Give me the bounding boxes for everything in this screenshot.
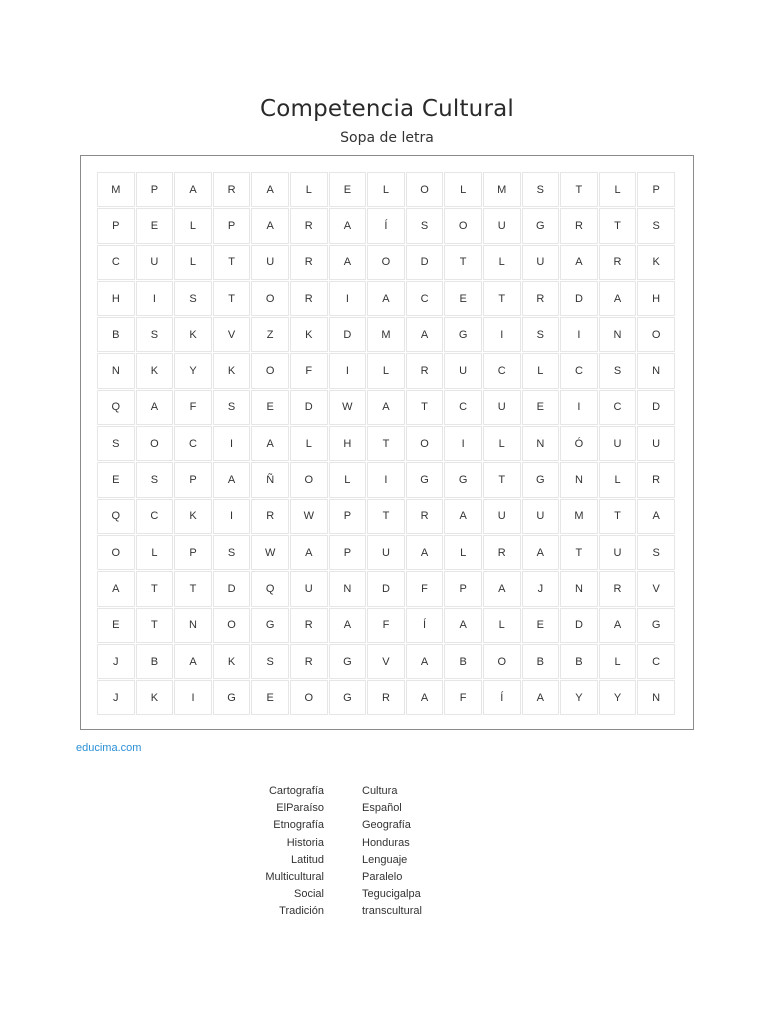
grid-cell: T [483, 281, 521, 316]
grid-cell: P [136, 172, 174, 207]
grid-cell: G [329, 644, 367, 679]
word-list-item: Etnografía [273, 819, 324, 832]
word-list-item: Geografía [362, 819, 411, 832]
grid-cell: A [329, 245, 367, 280]
word-list-item: Lenguaje [362, 853, 408, 866]
grid-cell: F [367, 608, 405, 643]
grid-cell: Z [251, 317, 289, 352]
grid-cell: M [367, 317, 405, 352]
grid-cell: P [444, 571, 482, 606]
grid-cell: R [290, 644, 328, 679]
grid-cell: O [483, 644, 521, 679]
grid-cell: U [290, 571, 328, 606]
grid-cell: S [174, 281, 212, 316]
grid-cell: E [97, 462, 135, 497]
grid-cell: A [522, 680, 560, 715]
grid-cell: A [290, 535, 328, 570]
grid-cell: G [329, 680, 367, 715]
grid-cell: U [637, 426, 675, 461]
grid-cell: O [213, 608, 251, 643]
word-list-item: transcultural [362, 905, 422, 918]
grid-cell: D [637, 390, 675, 425]
grid-cell: B [136, 644, 174, 679]
grid-cell: Í [483, 680, 521, 715]
grid-cell: L [174, 208, 212, 243]
grid-cell: A [329, 608, 367, 643]
grid-cell: B [560, 644, 598, 679]
grid-cell: G [522, 462, 560, 497]
grid-cell: F [290, 353, 328, 388]
grid-cell: I [213, 499, 251, 534]
grid-cell: Í [406, 608, 444, 643]
grid-cell: L [483, 426, 521, 461]
grid-cell: A [560, 245, 598, 280]
word-list-item: Honduras [362, 836, 410, 849]
word-list-item: Español [362, 802, 402, 815]
grid-cell: S [251, 644, 289, 679]
grid-cell: R [290, 208, 328, 243]
grid-cell: O [637, 317, 675, 352]
grid-cell: O [251, 353, 289, 388]
grid-cell: U [483, 390, 521, 425]
grid-cell: E [136, 208, 174, 243]
grid-cell: C [599, 390, 637, 425]
grid-cell: M [483, 172, 521, 207]
grid-cell: A [174, 644, 212, 679]
grid-cell: G [444, 317, 482, 352]
grid-cell: O [97, 535, 135, 570]
grid-cell: D [406, 245, 444, 280]
grid-cell: S [136, 317, 174, 352]
grid-cell: H [329, 426, 367, 461]
grid-cell: K [136, 353, 174, 388]
grid-cell: S [599, 353, 637, 388]
grid-cell: T [136, 608, 174, 643]
grid-cell: T [367, 426, 405, 461]
grid-cell: G [406, 462, 444, 497]
grid-cell: F [174, 390, 212, 425]
grid-cell: P [174, 535, 212, 570]
grid-cell: I [174, 680, 212, 715]
grid-cell: A [367, 281, 405, 316]
grid-cell: F [444, 680, 482, 715]
grid-cell: E [522, 390, 560, 425]
grid-cell: P [97, 208, 135, 243]
grid-cell: T [444, 245, 482, 280]
grid-cell: L [136, 535, 174, 570]
grid-cell: E [97, 608, 135, 643]
grid-cell: N [97, 353, 135, 388]
grid-cell: A [406, 317, 444, 352]
grid-cell: A [251, 426, 289, 461]
grid-cell: P [213, 208, 251, 243]
grid-cell: A [97, 571, 135, 606]
grid-cell: T [367, 499, 405, 534]
grid-cell: A [637, 499, 675, 534]
grid-cell: B [444, 644, 482, 679]
page-title: Competencia Cultural [259, 96, 515, 122]
grid-cell: L [174, 245, 212, 280]
grid-cell: I [483, 317, 521, 352]
grid-cell: N [522, 426, 560, 461]
grid-cell: A [174, 172, 212, 207]
grid-cell: O [290, 680, 328, 715]
grid-cell: Ñ [251, 462, 289, 497]
grid-cell: U [444, 353, 482, 388]
word-search-grid [97, 172, 676, 716]
grid-cell: E [251, 390, 289, 425]
grid-cell: D [213, 571, 251, 606]
grid-cell: D [290, 390, 328, 425]
grid-cell: T [599, 208, 637, 243]
grid-cell: O [367, 245, 405, 280]
grid-cell: Q [97, 499, 135, 534]
grid-cell: P [637, 172, 675, 207]
grid-cell: A [406, 644, 444, 679]
grid-cell: J [97, 644, 135, 679]
grid-cell: R [251, 499, 289, 534]
grid-cell: I [560, 390, 598, 425]
grid-cell: N [560, 462, 598, 497]
grid-cell: T [560, 172, 598, 207]
grid-cell: W [290, 499, 328, 534]
grid-cell: Y [599, 680, 637, 715]
grid-cell: A [599, 608, 637, 643]
grid-cell: A [406, 535, 444, 570]
grid-cell: D [367, 571, 405, 606]
grid-cell: O [406, 172, 444, 207]
grid-cell: C [560, 353, 598, 388]
grid-cell: T [406, 390, 444, 425]
grid-cell: O [251, 281, 289, 316]
grid-cell: R [483, 535, 521, 570]
grid-cell: R [560, 208, 598, 243]
word-list-item: Latitud [290, 853, 324, 866]
grid-cell: A [522, 535, 560, 570]
grid-cell: S [213, 535, 251, 570]
grid-cell: A [406, 680, 444, 715]
grid-cell: H [97, 281, 135, 316]
grid-cell: M [97, 172, 135, 207]
grid-cell: R [522, 281, 560, 316]
word-list-item: Cultura [362, 785, 398, 797]
word-list-item: Tradición [279, 905, 324, 918]
grid-cell: G [251, 608, 289, 643]
grid-cell: S [97, 426, 135, 461]
grid-cell: O [444, 208, 482, 243]
grid-cell: K [213, 353, 251, 388]
grid-cell: V [213, 317, 251, 352]
grid-cell: R [599, 245, 637, 280]
grid-cell: A [213, 462, 251, 497]
grid-cell: A [251, 172, 289, 207]
grid-cell: Ó [560, 426, 598, 461]
grid-cell: K [174, 317, 212, 352]
grid-cell: E [522, 608, 560, 643]
grid-cell: N [599, 317, 637, 352]
grid-cell: U [599, 535, 637, 570]
grid-cell: Q [251, 571, 289, 606]
grid-cell: R [599, 571, 637, 606]
grid-cell: R [406, 499, 444, 534]
grid-cell: I [213, 426, 251, 461]
grid-cell: M [560, 499, 598, 534]
grid-cell: L [599, 172, 637, 207]
word-list-item: Social [294, 888, 324, 901]
grid-cell: R [290, 281, 328, 316]
grid-cell: P [329, 535, 367, 570]
grid-cell: L [483, 245, 521, 280]
grid-cell: W [251, 535, 289, 570]
grid-cell: C [637, 644, 675, 679]
grid-cell: L [290, 426, 328, 461]
grid-cell: A [367, 390, 405, 425]
word-list-left-column [164, 783, 324, 921]
grid-cell: L [599, 462, 637, 497]
grid-cell: W [329, 390, 367, 425]
grid-cell: R [290, 608, 328, 643]
grid-cell: R [367, 680, 405, 715]
grid-cell: T [560, 535, 598, 570]
grid-cell: N [174, 608, 212, 643]
brand-link[interactable]: educima.com [76, 742, 142, 754]
grid-cell: K [637, 245, 675, 280]
grid-cell: A [444, 499, 482, 534]
grid-cell: S [406, 208, 444, 243]
grid-cell: B [522, 644, 560, 679]
grid-cell: L [290, 172, 328, 207]
grid-cell: K [213, 644, 251, 679]
grid-cell: U [136, 245, 174, 280]
grid-cell: A [483, 571, 521, 606]
grid-cell: L [367, 353, 405, 388]
grid-cell: L [522, 353, 560, 388]
grid-cell: S [522, 172, 560, 207]
grid-cell: F [406, 571, 444, 606]
grid-cell: O [406, 426, 444, 461]
grid-cell: V [367, 644, 405, 679]
grid-cell: A [329, 208, 367, 243]
grid-cell: T [136, 571, 174, 606]
grid-cell: U [251, 245, 289, 280]
grid-cell: O [290, 462, 328, 497]
word-list-item: Historia [286, 836, 324, 849]
grid-cell: C [97, 245, 135, 280]
grid-cell: S [637, 208, 675, 243]
word-list-item: Tegucigalpa [362, 888, 421, 901]
grid-cell: C [174, 426, 212, 461]
grid-cell: S [637, 535, 675, 570]
grid-cell: N [637, 353, 675, 388]
grid-cell: G [444, 462, 482, 497]
grid-cell: A [136, 390, 174, 425]
grid-cell: P [174, 462, 212, 497]
grid-cell: L [444, 535, 482, 570]
grid-cell: A [444, 608, 482, 643]
grid-cell: K [290, 317, 328, 352]
grid-cell: H [637, 281, 675, 316]
grid-cell: T [483, 462, 521, 497]
grid-cell: T [213, 281, 251, 316]
grid-cell: Y [560, 680, 598, 715]
grid-cell: I [136, 281, 174, 316]
grid-cell: V [637, 571, 675, 606]
grid-cell: S [136, 462, 174, 497]
grid-cell: B [97, 317, 135, 352]
grid-cell: D [560, 281, 598, 316]
grid-cell: U [522, 245, 560, 280]
grid-cell: S [213, 390, 251, 425]
grid-cell: K [136, 680, 174, 715]
grid-cell: D [560, 608, 598, 643]
grid-cell: R [406, 353, 444, 388]
grid-cell: G [637, 608, 675, 643]
page-subtitle: Sopa de letra [340, 130, 434, 146]
grid-cell: D [329, 317, 367, 352]
grid-cell: E [251, 680, 289, 715]
grid-cell: E [444, 281, 482, 316]
grid-cell: U [483, 499, 521, 534]
grid-cell: Q [97, 390, 135, 425]
grid-cell: U [522, 499, 560, 534]
grid-cell: U [367, 535, 405, 570]
grid-cell: T [174, 571, 212, 606]
grid-cell: I [560, 317, 598, 352]
grid-cell: U [483, 208, 521, 243]
word-list-right-column [362, 783, 522, 921]
grid-cell: Y [174, 353, 212, 388]
grid-cell: O [136, 426, 174, 461]
grid-cell: R [637, 462, 675, 497]
grid-cell: R [213, 172, 251, 207]
grid-cell: L [367, 172, 405, 207]
grid-cell: C [444, 390, 482, 425]
grid-cell: I [367, 462, 405, 497]
grid-cell: T [599, 499, 637, 534]
grid-cell: S [522, 317, 560, 352]
grid-cell: A [599, 281, 637, 316]
grid-cell: I [444, 426, 482, 461]
grid-cell: I [329, 281, 367, 316]
grid-cell: L [329, 462, 367, 497]
grid-cell: L [599, 644, 637, 679]
grid-cell: P [329, 499, 367, 534]
grid-cell: R [290, 245, 328, 280]
grid-cell: N [637, 680, 675, 715]
grid-cell: L [444, 172, 482, 207]
grid-cell: U [599, 426, 637, 461]
word-list-item: Cartografía [268, 785, 324, 797]
grid-cell: G [213, 680, 251, 715]
grid-cell: G [522, 208, 560, 243]
grid-cell: I [329, 353, 367, 388]
word-list-item: ElParaíso [276, 802, 324, 815]
grid-cell: K [174, 499, 212, 534]
grid-cell: C [136, 499, 174, 534]
grid-cell: C [483, 353, 521, 388]
grid-cell: N [560, 571, 598, 606]
word-list-item: Paralelo [362, 870, 403, 883]
grid-cell: J [97, 680, 135, 715]
grid-cell: E [329, 172, 367, 207]
grid-cell: J [522, 571, 560, 606]
grid-cell: Í [367, 208, 405, 243]
grid-cell: C [406, 281, 444, 316]
grid-cell: T [213, 245, 251, 280]
grid-cell: N [329, 571, 367, 606]
grid-cell: L [483, 608, 521, 643]
grid-cell: A [251, 208, 289, 243]
word-list-item: Multicultural [265, 870, 324, 883]
